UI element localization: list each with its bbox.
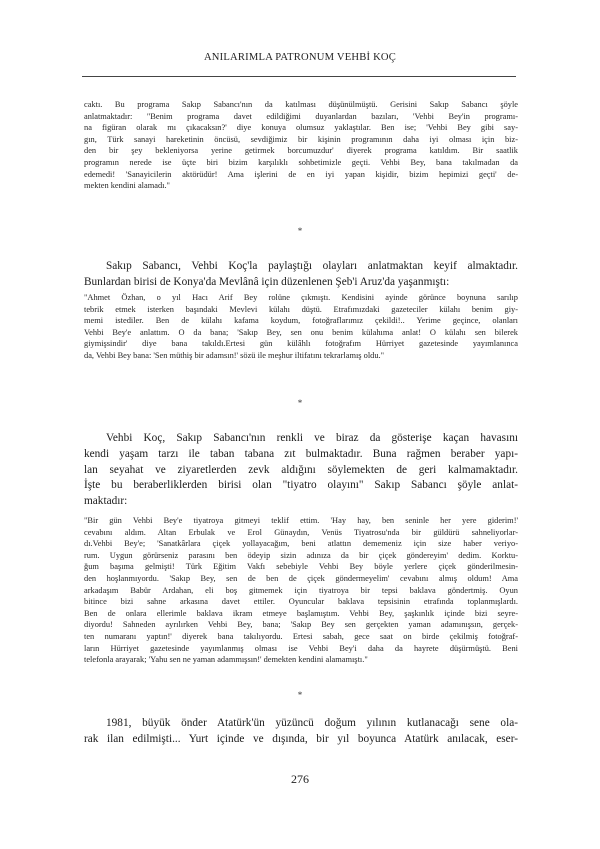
text-line: ğum başıma gelmişti! Türk Eğitim Vakfı sebebiyle Vehbi Bey böyle yerlere çiçek gönderilmesin- (84, 562, 518, 572)
text-line: memi istediler. Ben de külahı kafama koydum, fotoğraflarımız çekildi!.. Yerime geçince, olanları (84, 316, 518, 326)
text-line: Ben de onlara ellerimle baklava ikram etmeye başlamıştım. Vehbi Bey, şaşkınlık içinde bizi seyre- (84, 608, 518, 618)
text-line: caktı. Bu programa Sakıp Sabancı'nın da katılması düşünülmüştü. Gerisini Sakıp Sabancı şöyle (84, 100, 518, 109)
text-line: "Bir gün Vehbi Bey'e tiyatroya gitmeyi teklif ettim. 'Hay hay, ben seninle her yere giderim!' (84, 516, 518, 525)
text-line: bitince bizi sahne arkasına davet ettiler. Oyuncular baklava tepsisinin etrafında toplanmışlardı. (84, 597, 518, 607)
quote-block-2 (84, 292, 518, 362)
text-line: maktadır: (84, 495, 128, 508)
text-line: 1981, büyük önder Atatürk'ün yüzüncü doğum yılının kutlanacağı sene ola- (106, 717, 518, 729)
text-line: kendi yaşam tarzı ile taban tabana zıt bulmaktadır. Buna rağmen beraber yapı- (84, 447, 518, 460)
text-line: den hoşlanmıyordu. 'Sakıp Bey, sen de ben de çiçek göndermeyelim' cevabını almış oldum! Ama (84, 573, 518, 583)
text-line: Vehbi Koç, Sakıp Sabancı'nın renkli ve biraz da gösterişe kaçan havasını (106, 432, 518, 444)
text-line: lan seyahat ve ziyaretlerden zevk aldığını söylemekten de geri kalmamaktadır. (84, 463, 518, 476)
paragraph-1 (84, 259, 518, 291)
text-line: dı.Vehbi Bey'e; 'Sanatkârlara çiçek yollayacağım, beni atlattın dememeniz için size haber veriyo- (84, 539, 518, 549)
text-line: den bir şey bekleniyorsa yerine getirmek borcumuzdur' diyerek programa katıldım. Bir saatlik (84, 146, 518, 156)
text-line: İşte bu beraberliklerden birisi olan "tiyatro olayını" Sakıp Sabancı şöyle anlat- (84, 479, 518, 492)
text-line: na figüran olarak mı çıkacaksın?' diye konuya olumsuz yaklaştılar. Ben ise; 'Vehbi Bey gibi say- (84, 123, 518, 133)
text-line: ten numaranı yaptın!' diyerek bana takılıyordu. Ertesi sabah, gece saat on birde çekilmiş fotoğraf- (84, 631, 518, 641)
header-rule (82, 76, 516, 77)
text-line: arkadaşım Babür Ardahan, eli boş gitmemek için tiyatroya bir tepsi baklava göndertmiş. Oyun (84, 585, 518, 595)
text-line: programın nerede ise üçte biri bizim karşılıklı sohbetimizle geçti. Vehbi Bey, bana takılmadan da (84, 157, 518, 167)
paragraph-3 (84, 716, 518, 748)
text-line: cevabını aldım. Altan Erbulak ve Erol Günaydın, Venüs Tiyatrosu'nda bir güldürü sahneliyorlar- (84, 527, 518, 537)
text-line: da, Vehbi Bey bana: 'Sen müthiş bir adamsın!' sözü ile meşhur iltifatını tekrarlamış oldu." (84, 350, 385, 360)
page-number: 276 (291, 772, 309, 786)
section-separator: * (297, 226, 303, 236)
section-separator: * (297, 398, 303, 408)
text-line: gın, Türk sanayi hareketinin öncüsü, sevdiğimiz bir kişinin programının daha iyi olması için biz- (84, 134, 518, 144)
text-line: telefonla arayarak; 'Yahu sen ne yaman adammışsın!' demekten kendini alamamıştı." (84, 655, 368, 665)
quote-block-3 (84, 515, 518, 666)
text-line: edemedi! 'Sanayicilerin aktörüdür! Ama işlerini de en iyi yapan kişidir, bizim hepimizi geçti' de- (84, 169, 518, 179)
text-line: mekten kendini alamadı." (84, 181, 170, 191)
text-line: rum. Uygun görürseniz parasını ben ödeyip sizin adınıza da bir çiçek göndereyim' dedim. Korktu- (84, 550, 518, 560)
paragraph-2 (84, 431, 518, 510)
text-line: Vehbi Bey'e anlattım. O da bana; 'Sakıp Bey, sen onu benim külahıma anlat! O külahı sen bilerek (84, 327, 518, 337)
text-line: ların Hürriyet gazetesinde yayımlanmış olması ise Vehbi Bey'i daha da hayrete düşürmüştü. Beni (84, 643, 518, 653)
quote-block-1 (84, 99, 518, 192)
text-line: Bunlardan birisi de Konya'da Mevlânâ için düzenlenen Şeb'i Aruz'da yaşanmıştı: (84, 275, 450, 288)
text-line: anlatmaktadır: "Benim programa davet edildiğimi duyanlardan bazıları, 'Vehbi Bey'in programı- (84, 111, 518, 121)
text-line: "Ahmet Özhan, o yıl Hacı Arif Bey rolüne çıkmıştı. Kendisini ayinde görünce boynuna sarılıp (84, 293, 518, 302)
text-line: Sakıp Sabancı, Vehbi Koç'la paylaştığı olayları anlatmaktan keyif almaktadır. (106, 260, 518, 272)
section-separator: * (297, 690, 303, 700)
running-header: ANILARIMLA PATRONUM VEHBİ KOÇ (203, 52, 397, 63)
text-line: tebrik etmek isterken başındaki Mevlevi külahı düştü. Etrafımızdaki gazeteciler külahı benim giy- (84, 304, 518, 314)
text-line: rak ilan edilmişti... Yurt içinde ve dışında, bir yıl boyunca Atatürk anılacak, eser- (84, 732, 518, 745)
text-line: giymişsindir' diye bana takıldı.Ertesi gün külâhlı fotoğrafım Hürriyet gazetesinde yayımlanınca (84, 339, 518, 349)
text-line: diyordu! Sahneden ayrılırken Vehbi Bey, bana; 'Sakıp Bey sen gerçekten yaman adamınışsın, gerçek- (84, 620, 518, 630)
